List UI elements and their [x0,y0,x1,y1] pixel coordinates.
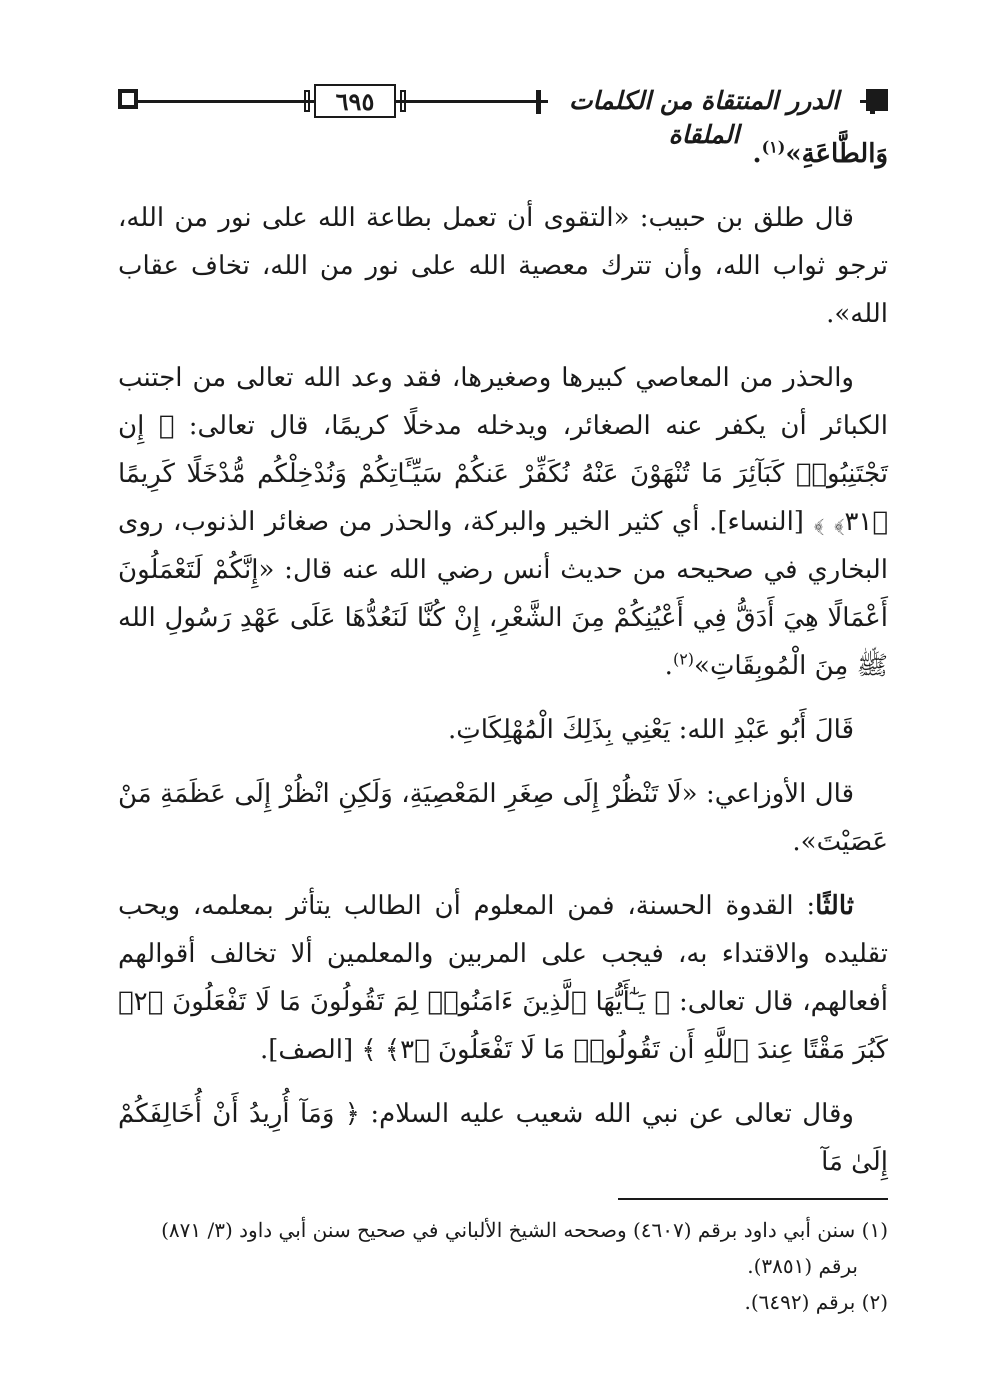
header-rule-middle [394,100,554,103]
solid-square-ornament [866,89,888,111]
footnote-2: (٢) برقم (٦٤٩٢). [744,1290,888,1314]
paragraph-shuayb: وقال تعالى عن نبي الله شعيب عليه السلام: ﴿ وَمَآ أُرِيدُ أَنْ أُخَالِفَكُمْ إِلَىٰ مَآ [118,1099,888,1177]
footnote-ref: (٢) [672,649,695,669]
text-line: وَالطَّاعَةِ»$^{(١)}$. [752,137,888,169]
header-rule-left [136,100,316,103]
heading-third: ثالثًا [815,891,854,921]
footnote-separator [618,1198,888,1200]
paragraph-abu-abdullah: قَالَ أَبُو عَبْدِ الله: يَعْنِي بِذَلِكَ الْمُهْلِكَاتِ. [448,715,854,745]
paragraph-talq: قال طلق بن حبيب: «التقوى أن تعمل بطاعة الله على نور من الله، ترجو ثواب الله، وأن تترك معصية الله على نور من الله، تخاف عقاب الله». [118,203,888,329]
footnote-ref: (١) [761,137,786,157]
footnote-1: (١) سنن أبي داود برقم (٤٦٠٧) وصححه الشيخ الألباني في صحيح سنن أبي داود (٣/ ٨٧١) [161,1218,888,1242]
book-title: الدرر المنتقاة من الكلمات الملقاة [548,84,860,118]
footnote-1-continued: برقم (٣٨٥١). [747,1254,858,1278]
paragraph-minor-sins: والحذر من المعاصي كبيرها وصغيرها، فقد وعد الله تعالى من اجتنب الكبائر أن يكفر عنه الصغائر، ويدخله مدخلًا كريمًا، قال تعالى: ﴿ إِن تَجْتَنِبُوا۟ كَبَآئِرَ مَا تُنْهَوْنَ عَنْهُ نُكَفِّرْ عَنكُمْ سَيِّـَٔاتِكُمْ وَنُدْخِلْكُم مُّدْخَلًا كَرِيمًا ﴿٣١﴾ ﴾ [النساء]. أي كثير الخير والبركة، والحذر من صغائر الذنوب، روى البخاري في صحيحه من حديث أنس رضي الله عنه قال: «إِنَّكُمْ لَتَعْمَلُونَ أَعْمَالًا هِيَ أَدَقُّ فِي أَعْيُنِكُمْ مِنَ الشَّعْرِ، إِنْ كُنَّا لَنَعُدُّهَا عَلَى عَهْدِ رَسُولِ الله ﷺ مِنَ الْمُوبِقَاتِ»$^{(٢)}$. [118,363,888,681]
main-text [118,130,888,1186]
page-number: ٦٩٥ [314,84,396,118]
footnotes [118,1212,888,1320]
paragraph-awzai: قال الأوزاعي: «لَا تَنْظُرْ إِلَى صِغَرِ المَعْصِيَةِ، وَلَكِنِ انْظُرْ إِلَى عَظَمَةِ مَنْ عَصَيْتَ». [118,779,888,857]
paragraph-role-model: ثالثًا: القدوة الحسنة، فمن المعلوم أن الطالب يتأثر بمعلمه، ويحب تقليده والاقتداء به، فيجب على المربين والمعلمين ألا تخالف أقوالهم أفعالهم، قال تعالى: ﴿ يَـٰٓأَيُّهَا ٱلَّذِينَ ءَامَنُوا۟ لِمَ تَقُولُونَ مَا لَا تَفْعَلُونَ ﴿٢﴾ كَبُرَ مَقْتًا عِندَ ٱللَّهِ أَن تَقُولُوا۟ مَا لَا تَفْعَلُونَ ﴿٣﴾ ﴾ [الصف]. [118,891,888,1065]
page-header [118,84,888,149]
hollow-square-ornament [118,89,138,109]
divider-tick-icon [536,90,541,114]
